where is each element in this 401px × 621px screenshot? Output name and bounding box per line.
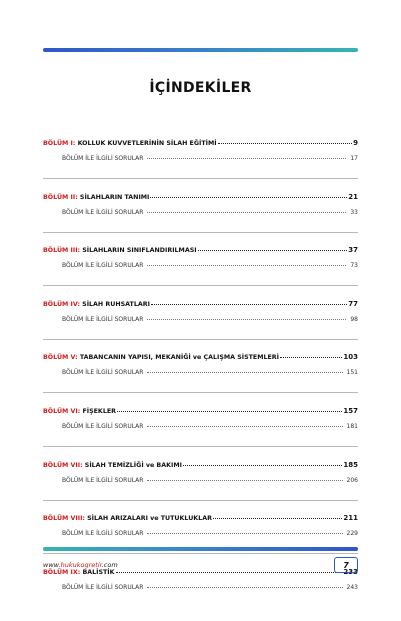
bottom-gradient-bar: [43, 547, 358, 551]
questions-line[interactable]: [62, 155, 358, 162]
questions-label: BÖLÜM İLE İLGİLİ SORULAR: [62, 476, 144, 484]
leader-dots: [147, 587, 342, 588]
leader-dots: [213, 518, 342, 519]
questions-page: 151: [346, 369, 358, 377]
questions-label: BÖLÜM İLE İLGİLİ SORULAR: [62, 369, 144, 377]
questions-page: 229: [346, 530, 358, 538]
questions-label: BÖLÜM İLE İLGİLİ SORULAR: [62, 155, 144, 162]
toc-entry-5[interactable]: [43, 353, 358, 407]
chapter-page: 157: [343, 406, 358, 415]
chapter-page: 21: [348, 192, 358, 201]
chapter-line[interactable]: [43, 514, 358, 522]
chapter-number: BÖLÜM IX:: [43, 568, 81, 576]
chapter-number: BÖLÜM VI:: [43, 407, 81, 415]
questions-page: 73: [350, 262, 358, 270]
toc-entry-8[interactable]: [43, 514, 358, 568]
divider: [43, 500, 358, 501]
divider: [43, 392, 358, 393]
leader-dots: [147, 319, 346, 320]
chapter-title: SİLAHLARIN SINIFLANDIRILMASI: [82, 247, 197, 255]
chapter-title: BALİSTİK: [82, 568, 115, 576]
leader-dots: [151, 304, 347, 305]
divider: [43, 339, 358, 340]
divider: [43, 446, 358, 447]
page-title: İÇİNDEKİLER: [149, 80, 252, 96]
chapter-number: BÖLÜM II:: [43, 193, 78, 201]
chapter-number: BÖLÜM V:: [43, 354, 78, 362]
questions-label: BÖLÜM İLE İLGİLİ SORULAR: [62, 208, 144, 216]
divider: [43, 178, 358, 179]
page-number-box: [334, 557, 358, 573]
chapter-title: SİLAHLARIN TANIMI: [79, 193, 150, 201]
toc-entry-4[interactable]: [43, 300, 358, 354]
questions-line[interactable]: [62, 316, 358, 323]
leader-dots: [147, 158, 346, 159]
questions-label: BÖLÜM İLE İLGİLİ SORULAR: [62, 530, 144, 538]
questions-line[interactable]: [62, 530, 358, 537]
top-gradient-bar: [43, 48, 358, 52]
questions-line[interactable]: [62, 369, 358, 376]
leader-dots: [147, 372, 342, 373]
leader-dots: [147, 480, 342, 481]
divider: [43, 285, 358, 286]
leader-dots: [183, 465, 342, 466]
questions-label: BÖLÜM İLE İLGİLİ SORULAR: [62, 583, 144, 591]
leader-dots: [116, 572, 343, 573]
leader-dots: [280, 357, 342, 358]
questions-page: 98: [350, 315, 358, 323]
leader-dots: [218, 143, 353, 144]
chapter-page: 37: [348, 246, 358, 255]
chapter-page: 211: [343, 514, 358, 523]
chapter-line[interactable]: [43, 193, 358, 201]
leader-dots: [198, 250, 348, 251]
leader-dots: [147, 426, 342, 427]
chapter-number: BÖLÜM I:: [43, 140, 76, 147]
leader-dots: [147, 265, 346, 266]
page-number: 7: [343, 560, 349, 570]
questions-page: 206: [346, 476, 358, 484]
leader-dots: [150, 197, 347, 198]
chapter-page: 103: [343, 353, 358, 362]
questions-line[interactable]: [62, 477, 358, 484]
questions-line[interactable]: [62, 209, 358, 216]
leader-dots: [117, 411, 342, 412]
site-suffix: .com: [101, 561, 118, 569]
questions-label: BÖLÜM İLE İLGİLİ SORULAR: [62, 422, 144, 430]
leader-dots: [147, 533, 342, 534]
footer-website-link[interactable]: [43, 561, 118, 569]
chapter-page: 9: [353, 139, 358, 147]
chapter-title: KOLLUK KUVVETLERİNİN SİLAH EĞİTİMİ: [77, 140, 217, 147]
toc-entry-1[interactable]: [43, 139, 358, 193]
divider: [43, 553, 358, 554]
chapter-line[interactable]: [43, 246, 358, 254]
chapter-title: SİLAH ARIZALARI ve TUTUKLUKLAR: [87, 515, 212, 523]
toc-entry-9[interactable]: [43, 568, 358, 621]
toc-entry-6[interactable]: [43, 407, 358, 461]
questions-label: BÖLÜM İLE İLGİLİ SORULAR: [62, 262, 144, 270]
chapter-number: BÖLÜM III:: [43, 247, 81, 255]
chapter-line[interactable]: [43, 461, 358, 469]
leader-dots: [147, 212, 346, 213]
questions-page: 33: [350, 208, 358, 216]
chapter-title: SİLAH TEMİZLİĞİ ve BAKIMI: [84, 461, 182, 469]
questions-label: BÖLÜM İLE İLGİLİ SORULAR: [62, 315, 144, 323]
chapter-number: BÖLÜM VII:: [43, 461, 83, 469]
chapter-number: BÖLÜM VIII:: [43, 515, 85, 523]
divider: [43, 232, 358, 233]
chapter-number: BÖLÜM IV:: [43, 300, 80, 308]
chapter-line[interactable]: [43, 139, 358, 147]
questions-page: 181: [346, 422, 358, 430]
chapter-title: SİLAH RUHSATLARI: [82, 300, 150, 308]
questions-page: 243: [346, 583, 358, 591]
toc-entry-3[interactable]: [43, 246, 358, 300]
questions-page: 17: [350, 155, 358, 162]
chapter-line[interactable]: [43, 407, 358, 415]
site-highlight: hukukogretir: [60, 561, 102, 569]
site-prefix: www.: [43, 561, 61, 569]
chapter-page: 233: [343, 567, 358, 576]
chapter-title: TABANCANIN YAPISI, MEKANİĞİ ve ÇALIŞMA SİSTEMLERİ: [79, 354, 279, 362]
chapter-line[interactable]: [43, 300, 358, 308]
chapter-title: FİŞEKLER: [82, 407, 116, 415]
chapter-line[interactable]: [43, 353, 358, 361]
toc-entry-2[interactable]: [43, 193, 358, 247]
toc-entry-7[interactable]: [43, 461, 358, 515]
questions-line[interactable]: [62, 262, 358, 269]
questions-line[interactable]: [62, 423, 358, 430]
chapter-page: 185: [343, 460, 358, 469]
questions-line[interactable]: [62, 584, 358, 591]
chapter-page: 77: [348, 299, 358, 308]
